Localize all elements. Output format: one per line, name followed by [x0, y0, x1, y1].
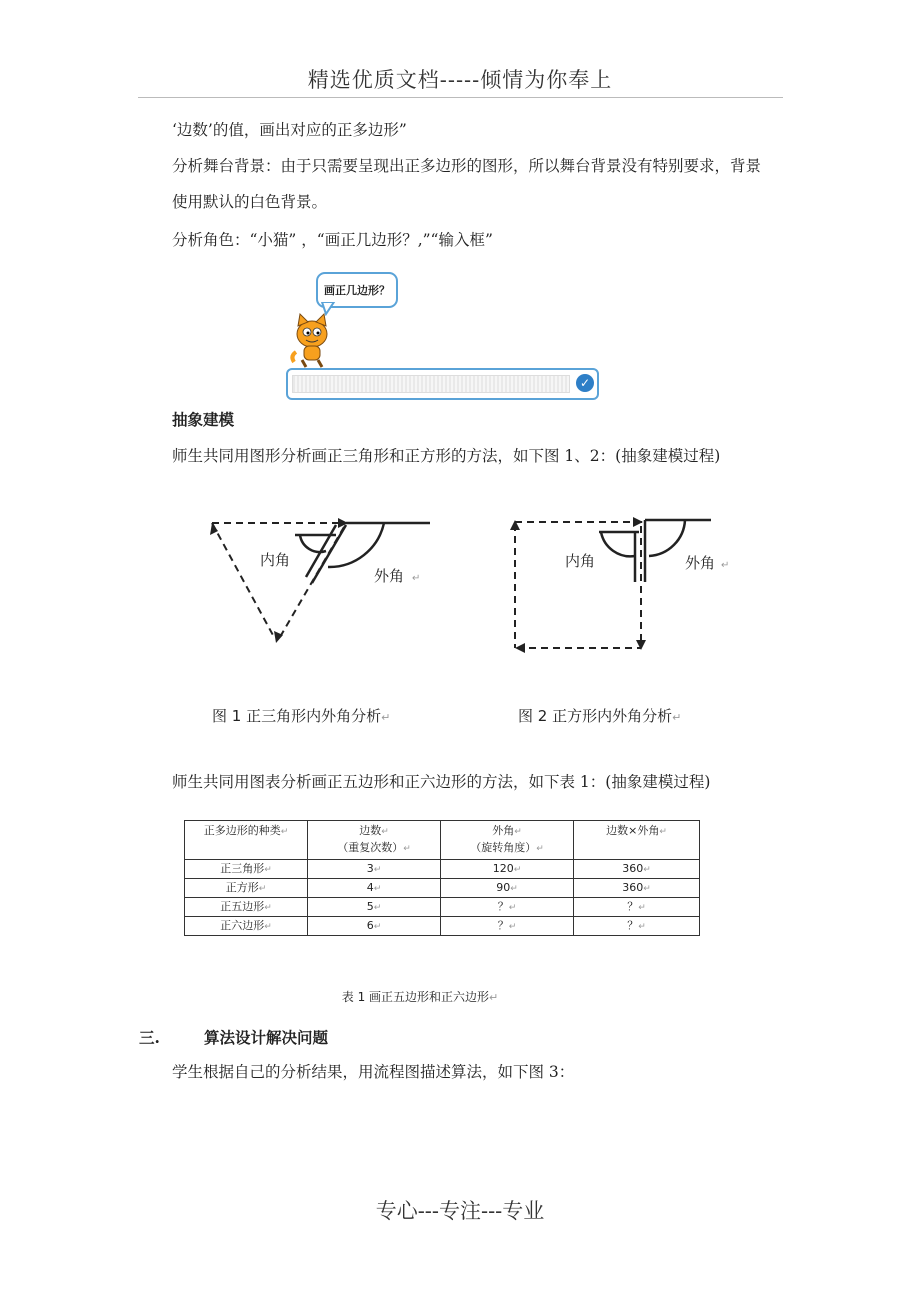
page-footer: 专心---专注---专业: [375, 1199, 545, 1223]
section-title: 算法设计解决问题: [204, 1028, 329, 1047]
table-row: 正六边形↵ 6↵ ？↵ ？↵: [185, 917, 700, 936]
table-header-cell: 边数×外角↵: [574, 821, 700, 860]
answer-input-box[interactable]: [286, 368, 599, 400]
paragraph-text: 师生共同用图形分析画正三角形和正方形的方法，如下图 1、2：(抽象建模过程): [172, 447, 721, 465]
speech-bubble: 画正几边形？: [316, 272, 398, 308]
paragraph-mark: ↵: [412, 573, 421, 584]
table-header-cell: 外角↵ （旋转角度）↵: [441, 821, 574, 860]
paragraph-text: ‘边数’的值，画出对应的正多边形”: [172, 121, 407, 139]
outer-angle-label: 外角: [374, 567, 405, 585]
paragraph-text: 分析舞台背景：由于只需要呈现出正多边形的图形，所以舞台背景没有特别要求，背景: [172, 157, 762, 175]
table-header-cell: 边数↵ （重复次数）↵: [308, 821, 441, 860]
paragraph-text: 学生根据自己的分析结果，用流程图描述算法，如下图 3：: [172, 1063, 575, 1081]
table-row: 正五边形↵ 5↵ ？↵ ？↵: [185, 898, 700, 917]
polygon-angle-table: [184, 820, 700, 936]
page-header-title: 精选优质文档-----倾情为你奉上: [307, 68, 613, 92]
triangle-angle-diagram: [200, 505, 440, 655]
outer-angle-label: 外角: [685, 554, 716, 572]
check-icon[interactable]: ✓: [576, 374, 594, 392]
inner-angle-label: 内角: [565, 552, 596, 570]
paragraph-mark: ↵: [721, 560, 730, 571]
inner-angle-label: 内角: [260, 551, 291, 569]
figure-2-caption: 图 2 正方形内外角分析↵: [518, 707, 682, 725]
header-divider: [138, 97, 783, 98]
square-angle-diagram: [505, 510, 745, 660]
subheading: 抽象建模: [172, 410, 235, 429]
paragraph-text: 师生共同用图表分析画正五边形和正六边形的方法，如下表 1：(抽象建模过程): [172, 773, 711, 791]
section-number: 三.: [139, 1028, 160, 1047]
figure-1-caption: 图 1 正三角形内外角分析↵: [212, 707, 391, 725]
paragraph-text: 使用默认的白色背景。: [172, 193, 328, 211]
cat-sprite-icon: [288, 312, 336, 368]
table-row: 正方形↵ 4↵ 90↵ 360↵: [185, 879, 700, 898]
paragraph-text: 分析角色：“小猫” ，“画正几边形？,”“输入框”: [172, 231, 493, 249]
table-caption: 表 1 画正五边形和正六边形↵: [341, 990, 499, 1004]
table-header-cell: 正多边形的种类↵: [185, 821, 308, 860]
answer-input[interactable]: [292, 375, 570, 393]
table-row: 正三角形↵ 3↵ 120↵ 360↵: [185, 860, 700, 879]
table-header-row: [185, 821, 700, 860]
